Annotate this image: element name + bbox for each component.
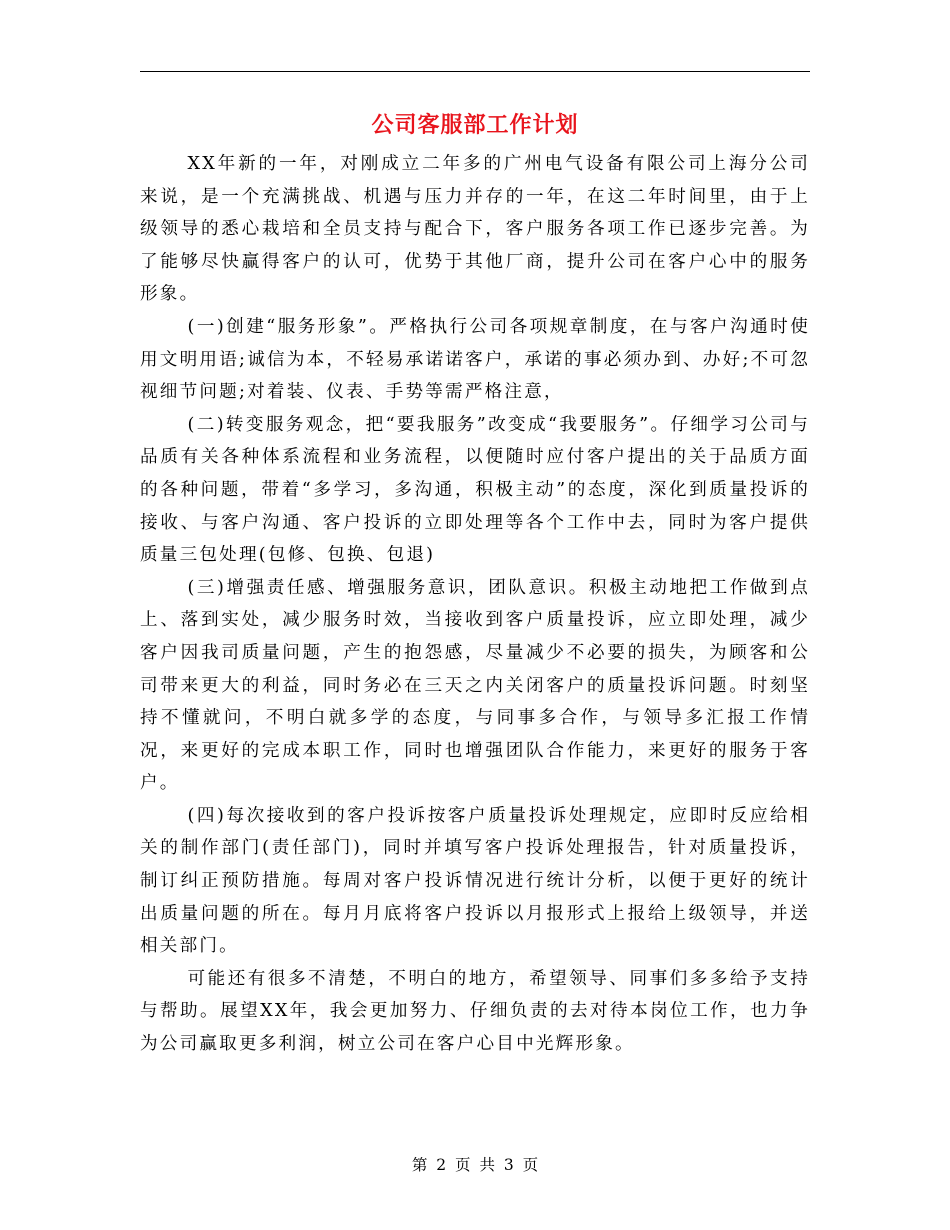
document-body	[140, 148, 810, 1061]
paragraph-complaint-handling: (四)每次接收到的客户投诉按客户质量投诉处理规定，应即时反应给相关的制作部门(责任部门)，同时并填写客户投诉处理报告，针对质量投诉，制订纠正预防措施。每周对客户投诉情况进行统计分析，以便于更好的统计出质量问题的所在。每月月底将客户投诉以月报形式上报给上级领导，并送相关部门。	[140, 805, 810, 957]
document-title: 公司客服部工作计划	[371, 112, 579, 138]
header-rule	[140, 71, 810, 72]
paragraph-intro: XX年新的一年，对刚成立二年多的广州电气设备有限公司上海分公司来说，是一个充满挑战、机遇与压力并存的一年，在这二年时间里，由于上级领导的悉心栽培和全员支持与配合下，客户服务各项工作已逐步完善。为了能够尽快赢得客户的认可，优势于其他厂商，提升公司在客户心中的服务形象。	[140, 154, 810, 305]
page-number: 第 2 页 共 3 页	[411, 1156, 539, 1174]
paragraph-responsibility: (三)增强责任感、增强服务意识，团队意识。积极主动地把工作做到点上、落到实处，减少服务时效，当接收到客户质量投诉，应立即处理，减少客户因我司质量问题，产生的抱怨感，尽量减少不必要的损失，为顾客和公司带来更大的利益，同时务必在三天之内关闭客户的质量投诉问题。时刻坚持不懂就问，不明白就多学的态度，与同事多合作，与领导多汇报工作情况，来更好的完成本职工作，同时也增强团队合作能力，来更好的服务于客户。	[140, 577, 810, 794]
paragraph-service-concept: (二)转变服务观念，把“要我服务”改变成“我要服务”。仔细学习公司与品质有关各种体系流程和业务流程，以便随时应付客户提出的关于品质方面的各种问题，带着“多学习，多沟通，积极主动”的态度，深化到质量投诉的接收、与客户沟通、客户投诉的立即处理等各个工作中去，同时为客户提供质量三包处理(包修、包换、包退)	[140, 414, 810, 566]
paragraph-closing: 可能还有很多不清楚，不明白的地方，希望领导、同事们多多给予支持与帮助。展望XX年，我会更加努力、仔细负责的去对待本岗位工作，也力争为公司赢取更多利润，树立公司在客户心目中光辉形象。	[140, 968, 810, 1055]
paragraph-service-image: (一)创建“服务形象”。严格执行公司各项规章制度，在与客户沟通时使用文明用语;诚信为本，不轻易承诺诺客户，承诺的事必须办到、办好;不可忽视细节问题;对着装、仪表、手势等需严格注意，	[140, 316, 810, 403]
